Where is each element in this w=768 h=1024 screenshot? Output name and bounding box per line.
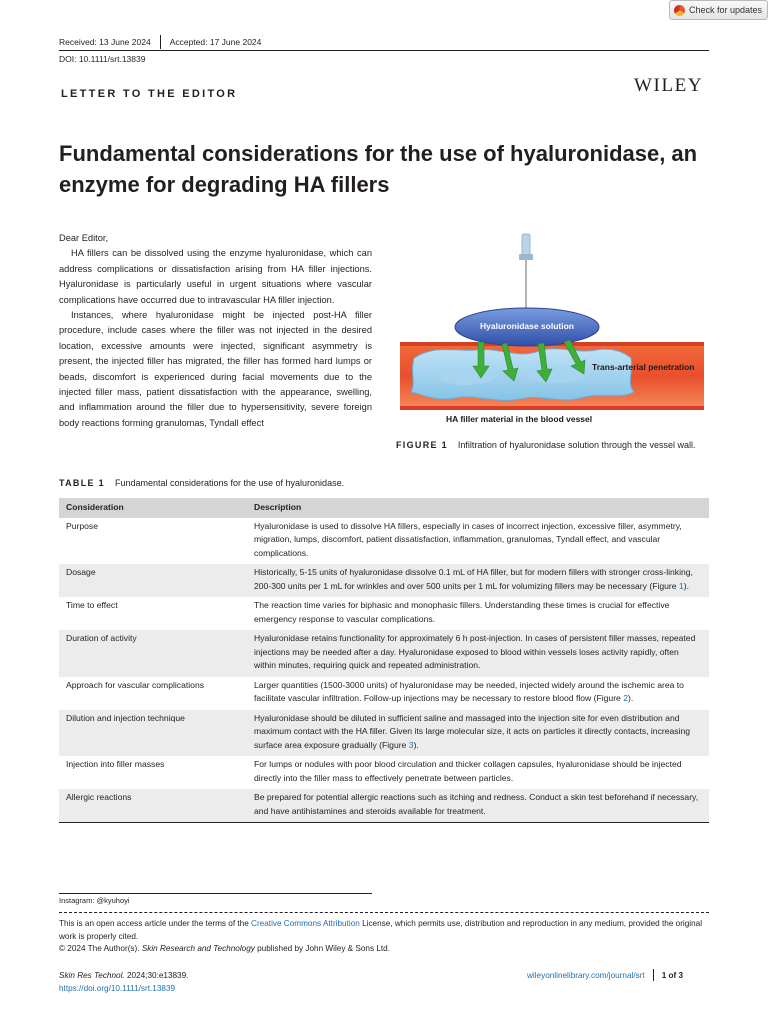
table-cell-description: Hyaluronidase is used to dissolve HA fillers, especially in cases of incorrect injection, excessive filler, asymmetry, migration, lumps, discomfort, patient dissatisfaction, inflammation, granulomas, Tyndall effect, and vascular complications. <box>254 520 682 558</box>
journal-site-link[interactable]: wileyonlinelibrary.com/journal/srt <box>527 970 645 980</box>
copyright-text: © 2024 The Author(s). <box>59 944 142 953</box>
table-row <box>59 756 709 789</box>
table-cell-consideration: Allergic reactions <box>59 789 247 823</box>
check-for-updates-label: Check for updates <box>689 5 763 15</box>
cell-text-end: ). <box>683 580 689 591</box>
figure-1-illustration <box>396 232 708 422</box>
table-caption-label: TABLE 1 <box>59 478 105 488</box>
table-caption-text: Fundamental considerations for the use of hyaluronidase. <box>114 478 345 488</box>
header-description: Description <box>247 498 709 518</box>
table-cell-description: Be prepared for potential allergic reactions such as itching and redness. Conduct a skin test beforehand if necessary, and have antihistamines and steroids available for treatment. <box>247 789 709 823</box>
table-row <box>59 518 709 565</box>
vessel-label: HA filler material in the blood vessel <box>446 414 593 422</box>
journal-citation <box>59 969 188 995</box>
considerations-table <box>59 498 709 823</box>
license-notice <box>59 918 709 943</box>
table-row <box>59 789 709 823</box>
article-title: Fundamental considerations for the use of hyaluronidase, an enzyme for degrading HA fillers <box>59 141 698 197</box>
table-row <box>59 597 709 630</box>
section-label: LETTER TO THE EDITOR <box>61 88 238 100</box>
copyright-notice <box>59 944 390 953</box>
article-dates <box>59 35 261 49</box>
paragraph: HA fillers can be dissolved using the enzyme hyaluronidase, which can address complications or dissatisfaction arising from HA filler injections. Hyaluronidase is particularly useful in urgent situations where vascular complications have occurred due to intravascular HA filler injection. <box>59 248 372 305</box>
table-cell-consideration: Approach for vascular complications <box>66 679 205 690</box>
paragraph: Instances, where hyaluronidase might be injected post-HA filler procedure, include cases where the filler was not injected in the desired location, excessive amounts were injected, significant asymmetry is present, the injected filler has migrated, the filler has formed hard lumps or beads, discomfort is experienced during facial movements due to the injected filler mass, patient dissatisfaction with the appearance, swelling, and inflammation around the filler due to hypersensitivity, severe foreign body reactions forming granulomas, Tyndall effect <box>59 310 372 428</box>
publisher-logo: WILEY <box>634 75 704 96</box>
instagram-handle: Instagram: @kyuhoyi <box>59 896 130 905</box>
doi-link[interactable]: https://doi.org/10.1111/srt.13839 <box>59 984 176 993</box>
page-info <box>527 969 683 981</box>
table-cell-consideration: Injection into filler masses <box>66 759 165 769</box>
table-cell-consideration: Time to effect <box>66 600 118 610</box>
table-cell-description <box>247 710 709 757</box>
figure-2-link[interactable]: 2 <box>623 693 628 703</box>
check-for-updates-button[interactable] <box>669 0 768 20</box>
table-cell-description <box>247 564 709 597</box>
solution-label: Hyaluronidase solution <box>480 321 574 331</box>
figure-caption <box>396 438 708 452</box>
table-header-row <box>59 498 709 518</box>
figure-caption-text: Infiltration of hyaluronidase solution through the vessel wall. <box>457 440 696 450</box>
received-date: Received: 13 June 2024 <box>59 37 151 47</box>
divider <box>653 969 654 981</box>
accepted-date: Accepted: 17 June 2024 <box>169 37 262 47</box>
table-row <box>59 677 709 710</box>
table-cell-description: For lumps or nodules with poor blood circulation and thicker collagen capsules, hyaluronidase should be injected directly into the filler mass to effectively penetrate between particles. <box>254 759 682 783</box>
table-cell-consideration: Purpose <box>66 520 99 531</box>
journal-name: Skin Res Technol. <box>59 971 125 980</box>
table-cell-description: The reaction time varies for biphasic and monophasic fillers. Understanding these times is crucial for effective emergency response to vascular complications. <box>254 600 670 624</box>
table-cell-consideration: Duration of activity <box>59 630 247 677</box>
table-cell-consideration: Dilution and injection technique <box>59 710 247 757</box>
license-text-end: License, which permits use, distribution and reproduction in any medium, provided the original work is properly cited. <box>59 919 703 941</box>
cell-text: Hyaluronidase should be diluted in sufficient saline and massaged into the injection site for even distribution and maximum contact with the HA filler. Given its large molecular size, it acts on particles it directly contacts, increasing surface area exposure gradually (Figure <box>254 712 691 750</box>
header-consideration: Consideration <box>59 498 247 518</box>
page-number: 1 of 3 <box>661 970 684 980</box>
table-cell-description <box>247 677 709 710</box>
cell-text: Historically, 5-15 units of hyaluronidase dissolve 0.1 mL of HA filler, but for modern fillers with stronger cross-linking, 200-300 units per 1 mL for wrinkles and over 500 units per 1 mL for volumizing fillers may be necessary (Figure <box>254 567 693 591</box>
table-cell-description: Hyaluronidase retains functionality for approximately 6 h post-injection. In cases of persistent filler masses, repeated injections may be needed after a day. Hyaluronidase exposed to blood within vessels loses activity rapidly, often within minutes, requiring quick and repeated administration. <box>247 630 709 677</box>
creative-commons-link[interactable]: Creative Commons Attribution <box>251 919 360 928</box>
body-text <box>59 231 372 431</box>
header-rule <box>59 50 709 51</box>
table-row <box>59 710 709 757</box>
figure-1-link[interactable]: 1 <box>678 580 684 591</box>
article-doi: DOI: 10.1111/srt.13839 <box>59 54 146 64</box>
figure-3-link[interactable]: 3 <box>408 739 414 750</box>
divider <box>160 35 161 49</box>
penetration-label: Trans-arterial penetration <box>592 362 695 372</box>
cell-text-end: ). <box>628 693 634 703</box>
cell-text-end: ). <box>413 739 419 750</box>
copyright-text-end: published by John Wiley & Sons Ltd. <box>254 944 391 953</box>
table-row <box>59 564 709 597</box>
journal-cite: 2024;30:e13839. <box>124 971 189 980</box>
license-rule <box>59 912 709 913</box>
cell-text: Larger quantities (1500-3000 units) of hyaluronidase may be needed, injected widely around the ischemic area to facilitate vascular infiltration. Follow-up injections may be necessary to restore blood flow (Figure <box>254 679 684 703</box>
table-cell-consideration: Dosage <box>59 564 247 597</box>
table-row <box>59 630 709 677</box>
license-text: This is an open access article under the terms of the <box>59 919 252 928</box>
copyright-journal: Skin Research and Technology <box>141 944 255 953</box>
crossmark-icon <box>674 5 685 16</box>
footnote-rule <box>59 893 372 894</box>
figure-caption-label: FIGURE 1 <box>396 440 448 450</box>
table-caption <box>59 478 344 488</box>
salutation: Dear Editor, <box>59 233 109 243</box>
